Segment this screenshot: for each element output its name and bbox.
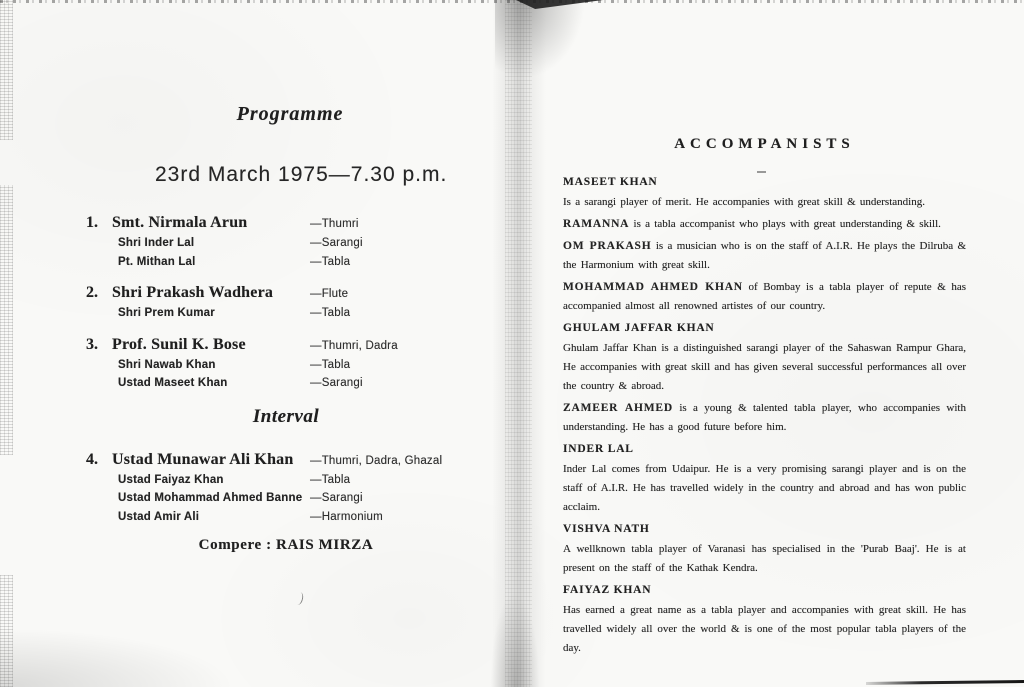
programme-item <box>86 282 498 323</box>
performer-name: Ustad Munawar Ali Khan <box>112 450 294 468</box>
entry-heading: GHULAM JAFFAR KHAN <box>563 322 715 334</box>
entry-inline-text: is a tabla accompanist who plays with great understanding & skill. <box>629 218 941 230</box>
accompanist-entry <box>563 173 966 212</box>
programme-item <box>86 212 498 271</box>
accompanist-entry <box>563 399 966 437</box>
entry-text <box>563 215 966 234</box>
accompanists-entries <box>563 173 966 661</box>
small-scribble-artifact <box>294 591 305 606</box>
item-number: 1. <box>86 214 98 231</box>
accompanist-role: —Tabla <box>310 473 351 486</box>
accompanist-entry <box>563 237 966 275</box>
programme-items-before-interval <box>86 212 498 393</box>
entry-heading: INDER LAL <box>563 443 634 455</box>
accompanist-row <box>86 253 498 272</box>
accompanist-row <box>86 356 498 375</box>
accompanist-entry <box>563 520 966 578</box>
compere-line: Compere : RAIS MIRZA <box>198 537 374 553</box>
item-number: 2. <box>86 284 98 301</box>
accompanist-role: —Tabla <box>310 255 351 268</box>
accompanist-name: Ustad Amir Ali <box>118 510 200 523</box>
accompanist-name: Pt. Mithan Lal <box>118 255 196 268</box>
entry-text: Ghulam Jaffar Khan is a distinguished sarangi player of the Sahaswan Rampur Ghara, He accompanies with great skill and has given several successful performances all over the country & abroad. <box>563 342 966 392</box>
fold-top-smudge <box>495 0 590 85</box>
left-edge-speckle-middle <box>0 185 13 455</box>
entry-heading: OM PRAKASH <box>563 240 652 252</box>
bottom-left-corner-smudge <box>0 628 235 687</box>
accompanist-name: Ustad Maseet Khan <box>118 377 228 389</box>
accompanist-name: Ustad Mohammad Ahmed Banne <box>118 492 303 504</box>
performer-name: Prof. Sunil K. Bose <box>112 335 246 353</box>
performer-name: Shri Prakash Wadhera <box>112 284 274 301</box>
performer-row <box>86 282 498 304</box>
accompanist-entry <box>563 215 966 234</box>
entry-heading: MOHAMMAD AHMED KHAN <box>563 281 743 293</box>
accompanist-row <box>86 374 498 393</box>
accompanist-name: Shri Nawab Khan <box>118 358 216 371</box>
entry-heading: FAIYAZ KHAN <box>563 584 652 596</box>
entry-text <box>563 237 966 275</box>
accompanist-row <box>86 234 498 253</box>
performer-row <box>86 212 498 234</box>
accompanist-name: Shri Inder Lal <box>118 237 195 249</box>
accompanist-row <box>86 304 498 323</box>
entry-inline-text: is a musician who is on the staff of A.I.R. He plays the Dilruba & the Harmonium with great skill. <box>563 240 967 271</box>
programme-items-after-interval <box>86 449 498 527</box>
fold-bottom-smudge <box>490 592 540 687</box>
page-fold-speckle <box>505 0 532 687</box>
entry-text: Is a sarangi player of merit. He accompanies with great skill & understanding. <box>563 196 925 208</box>
accompanist-role: —Sarangi <box>310 237 363 249</box>
programme-item <box>86 334 498 393</box>
accompanist-row <box>86 489 498 508</box>
accompanist-row <box>86 508 498 527</box>
performer-role: —Thumri, Dadra, Ghazal <box>310 454 443 467</box>
accompanist-role: —Sarangi <box>310 492 363 504</box>
accompanist-row <box>86 471 498 490</box>
entry-text <box>563 278 966 316</box>
programme-item <box>86 449 498 527</box>
entry-inline-text: is a young & talented tabla player, who accompanies with understanding. He has a good future before him. <box>563 402 966 433</box>
accompanist-entry <box>563 278 966 316</box>
performer-name: Smt. Nirmala Arun <box>112 214 248 231</box>
programme-title: Programme <box>236 103 344 125</box>
performer-row <box>86 449 498 471</box>
accompanist-entry <box>563 319 966 396</box>
performer-row <box>86 334 498 356</box>
performer-role: —Thumri <box>310 218 359 230</box>
accompanist-role: —Harmonium <box>310 510 383 523</box>
small-dash-artifact <box>757 171 766 173</box>
event-datetime: 23rd March 1975—7.30 p.m. <box>155 163 448 186</box>
accompanist-name: Shri Prem Kumar <box>118 307 215 319</box>
accompanist-entry <box>563 440 966 517</box>
item-number: 4. <box>86 450 98 468</box>
accompanist-name: Ustad Faiyaz Khan <box>118 473 224 486</box>
accompanist-role: —Tabla <box>310 358 351 371</box>
entry-text: A wellknown tabla player of Varanasi has specialised in the 'Purab Baaj'. He is at present on the staff of the Kathak Kendra. <box>563 543 966 574</box>
item-number: 3. <box>86 335 98 353</box>
entry-text <box>563 399 966 437</box>
entry-heading: VISHVA NATH <box>563 523 650 535</box>
accompanists-heading: ACCOMPANISTS <box>674 136 855 152</box>
bottom-right-scan-line <box>866 680 1024 685</box>
accompanist-entry <box>563 581 966 658</box>
entry-heading: MASEET KHAN <box>563 176 658 188</box>
programme-list <box>86 212 498 554</box>
performer-role: —Thumri, Dadra <box>310 339 398 352</box>
entry-inline-text: of Bombay is a tabla player of repute & has accompanied almost all renowned artistes of our country. <box>563 281 966 312</box>
entry-text: Inder Lal comes from Udaipur. He is a very promising sarangi player and is on the staff of A.I.R. He has travelled widely in the country and abroad and has won public acclaim. <box>563 463 966 513</box>
performer-role: —Flute <box>310 288 349 300</box>
interval-heading: Interval <box>252 405 320 427</box>
left-edge-speckle-top <box>0 0 13 140</box>
entry-heading: ZAMEER AHMED <box>563 402 673 414</box>
entry-heading: RAMANNA <box>563 218 630 230</box>
accompanist-role: —Sarangi <box>310 377 363 389</box>
accompanist-role: —Tabla <box>310 307 351 319</box>
entry-text: Has earned a great name as a tabla player and accompanies with great skill. He has travelled widely all over the world & is one of the most popular tabla players of the day. <box>563 604 966 654</box>
